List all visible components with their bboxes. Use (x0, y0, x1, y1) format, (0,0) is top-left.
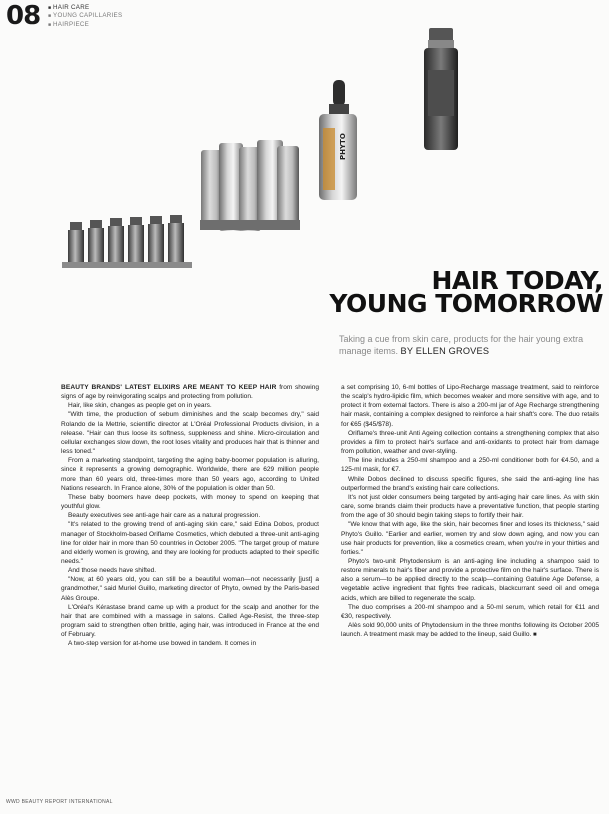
article-column-right (341, 383, 599, 640)
paragraph: "Now, at 60 years old, you can still be a beautiful woman—not necessarily [just] a grandmother," said Muriel Guillo, marketing director of Phyto, owned by the Paris-based Alès Groupe. (61, 576, 319, 602)
final-paragraph: Alès sold 90,000 units of Phytodensium in the three months following its October 2005 launch. A treatment mask may be added to the lineup, said Guillo. ■ (341, 621, 599, 640)
page-number: 08 (6, 1, 41, 31)
paragraph: These baby boomers have deep pockets, with money to spend on keeping that youthful glow. (61, 493, 319, 511)
headline-line: YOUNG TOMORROW (329, 289, 603, 318)
headline-line: HAIR TODAY, (431, 266, 603, 295)
lead-caps: BEAUTY BRANDS' LATEST ELIXIRS ARE MEANT TO KEEP HAIR (61, 384, 277, 391)
paragraph: "It's related to the growing trend of anti-aging skin care," said Edina Dobos, product manager of Stockholm-based Oriflame Cosmetics, which debuted a three-unit anti-aging line for older hair in more than 50 countries in October 2005. "The target group of mature and elderly women is growing, and they are looking for products adapted to their specific needs." (61, 521, 319, 565)
paragraph: Hair, like skin, changes as people get on in years. (68, 402, 212, 410)
paragraph: Oriflame's three-unit Anti Ageing collection contains a strengthening complex that also provides a film to protect hair's surface and anti-oxidants to protect hair from damage from pollution, weather and over-styling. (341, 429, 599, 456)
paragraph: "With time, the production of sebum diminishes and the scalp becomes dry," said Rolando de la Mettrie, scientific director at L'Oréal Professional Products division, in a release. "Hair can thus loose its softness, suppleness and shine. Micro-circulation and cellular exchanges slow down, the root loses vitality and produces hair that is thinner and less toned." (61, 411, 319, 456)
headline (329, 266, 603, 318)
hair-care-tubes (200, 140, 300, 231)
paragraph: a set comprising 10, 6-ml bottles of Lipo-Recharge massage treatment, said to reinforce the scalp's hydro-lipidic film, which becomes weaker and more sensitive with age, and to protect it from external factors. There is also a 200-ml jar of Age Recharge strengthening hair mask, containing a complex designed to reinforce a hair shaft's core. The duo retails for €65 ($45/$78). (341, 384, 599, 428)
shampoo-bottle (424, 28, 458, 150)
paragraph: L'Oréal's Kérastase brand came up with a product for the scalp and another for the hair that are combined with a massage in salons. Called Age-Resist, the three-step program said to strengthen often brittle, aging hair, was introduced in France at the end of February. (61, 603, 319, 639)
paragraph: "We know that with age, like the skin, hair becomes finer and loses its thickness," said Phyto's Guillo. "Earlier and earlier, women try and slow down aging, and now you can use hair products for prevention, like a cosmetics cream, when you're in your thirties and forties." (341, 521, 599, 556)
lead-text: from showing signs of age by reinvigorating scalps and protecting from pollution. (61, 384, 320, 401)
paragraph: From a marketing standpoint, targeting the aging baby-boomer population is alluring, since it represents a growing demographic. Worldwide, there are 629 million people more than 60 years old, three-times more than 50 years ago, according to United Nations research. In France alone, 30% of the population is older than 50. (61, 457, 319, 492)
paragraph: And those needs have shifted. (68, 567, 157, 575)
lead-paragraph (61, 383, 319, 401)
article-column-left (61, 383, 319, 649)
paragraph: A two-step version for at-home use bowed in tandem. It comes in (68, 640, 257, 648)
paragraph: It's not just older consumers being targeted by anti-aging hair care lines. As with skin care, some brands claim their products have a preventative function, that people starting from the age of 30 should begin taking steps to fortify their hair. (341, 493, 599, 520)
footer-credit: WWD BEAUTY REPORT INTERNATIONAL (6, 799, 113, 805)
section-tag: ■ HAIRPIECE (48, 21, 122, 29)
serum-bottle (319, 80, 357, 200)
dek (339, 333, 601, 357)
byline: BY ELLEN GROVES (400, 346, 490, 356)
paragraph: The line includes a 250-ml shampoo and a 250-ml conditioner both for €4.50, and a 125-ml mask, for €7. (341, 457, 599, 474)
vials-set (62, 215, 192, 268)
paragraph: The duo comprises a 200-ml shampoo and a 50-ml serum, which retail for €11 and €30, respectively. (341, 603, 599, 620)
paragraph: Beauty executives see anti-age hair care as a natural progression. (68, 512, 261, 520)
section-tag: ■ HAIR CARE (48, 4, 122, 12)
product-label: PHYTO (339, 133, 347, 160)
dek-text: Taking a cue from skin care, products for the hair young extra manage items. (339, 334, 584, 356)
paragraph: While Dobos declined to discuss specific figures, she said the anti-aging line has outperformed the brand's existing hair care collections. (341, 475, 599, 492)
product-photo (0, 0, 609, 300)
section-tag: ■ YOUNG CAPILLARIES (48, 12, 122, 20)
paragraph: Phyto's two-unit Phytodensium is an anti-aging line including a shampoo said to restore minerals to hair's fiber and provide a protective film on the hair's surface. There is also a serum—to be applied directly to the scalp—containing Gatuline Age Defense, a vegetable active ingredient that fights free radicals, blackcurrant seed oil and omega acids, which are billed to regenerate the scalp. (341, 557, 599, 602)
